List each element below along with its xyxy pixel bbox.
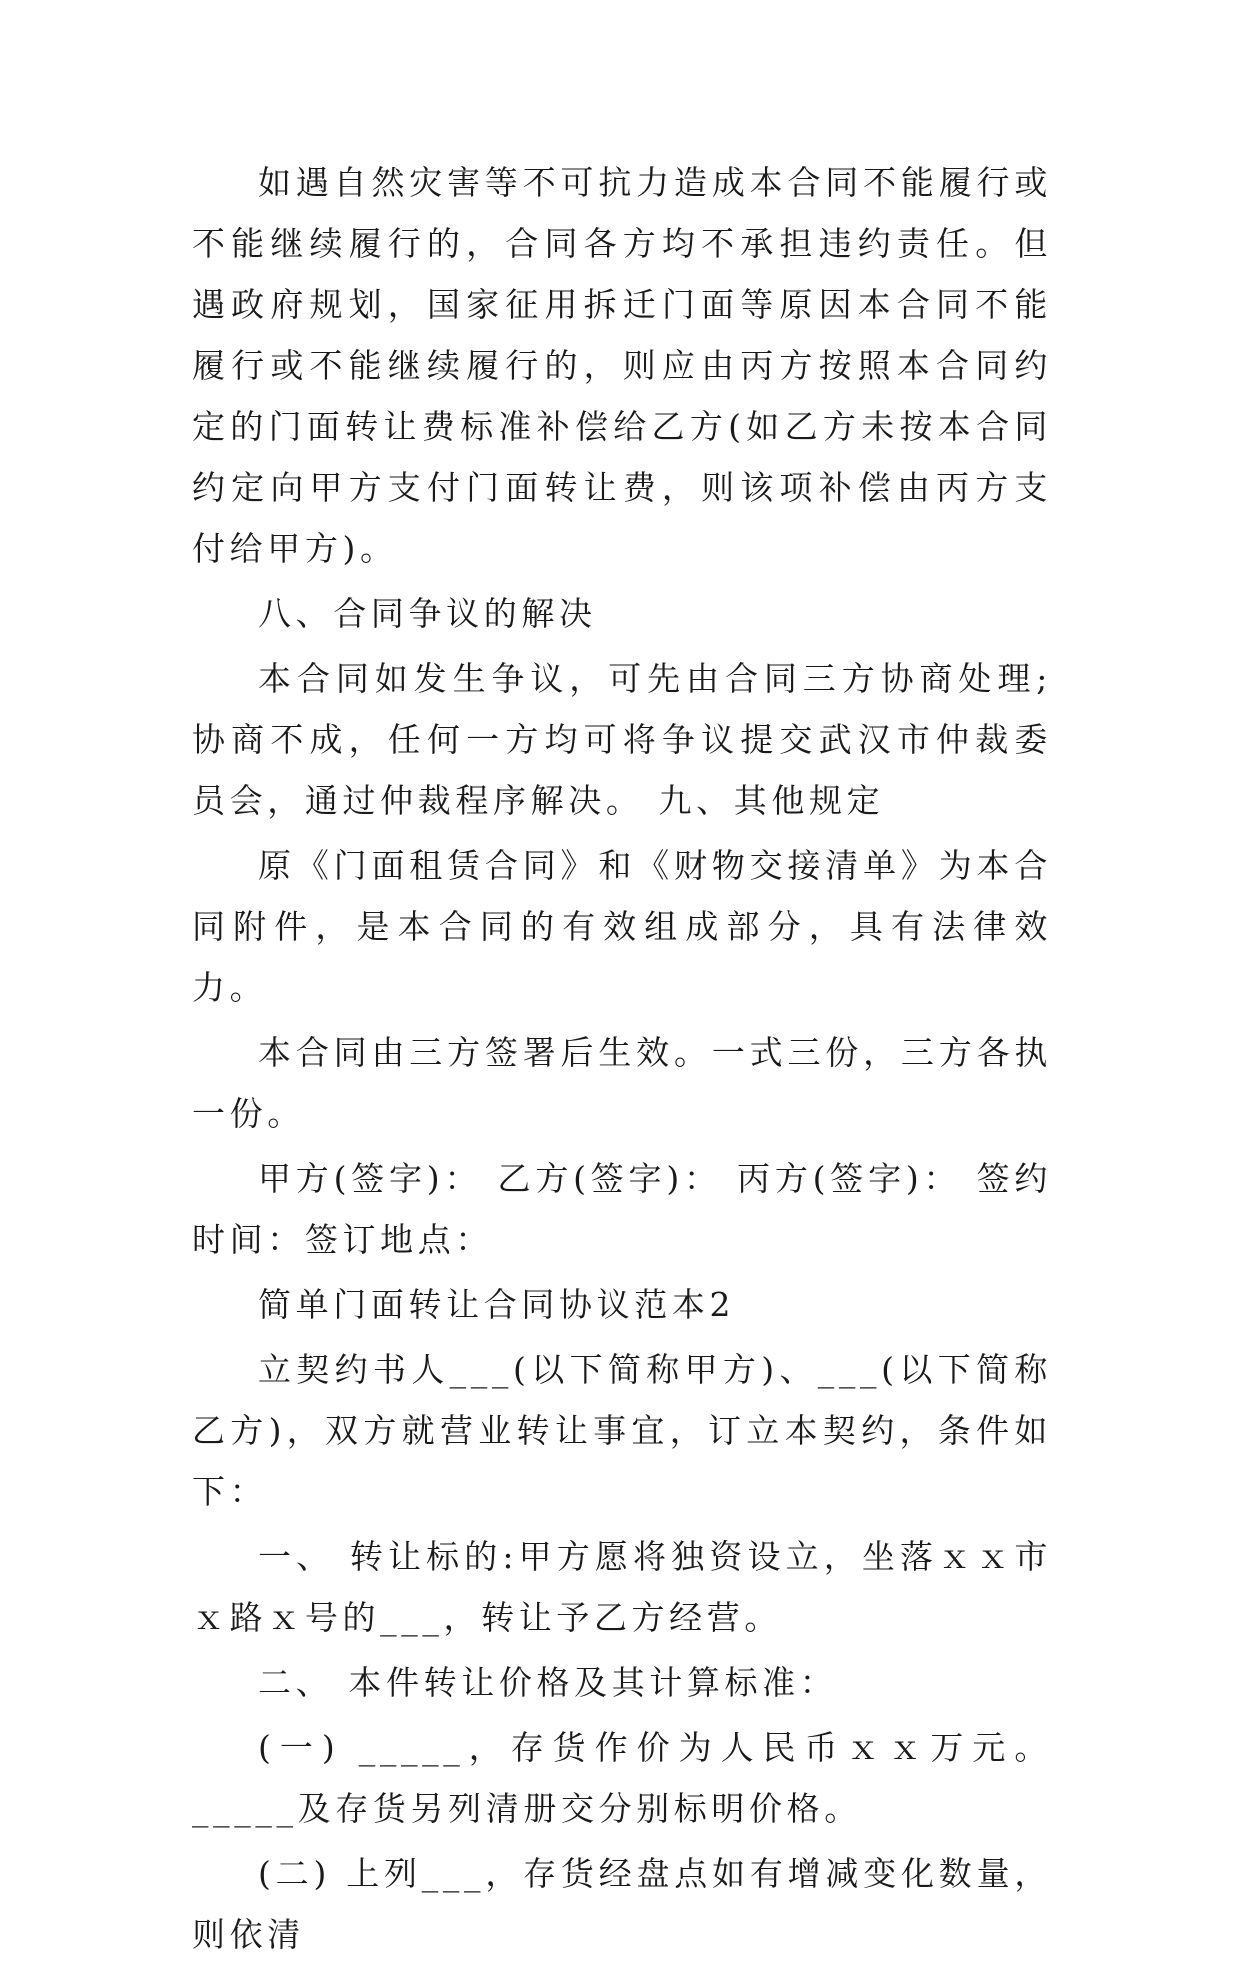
paragraph-effectiveness: 本合同由三方签署后生效。一式三份，三方各执一份。 — [192, 1033, 1052, 1133]
clause-transfer-subject: 一、 转让标的:甲方愿将独资设立，坐落ｘｘ市ｘ路ｘ号的___，转让予乙方经营。 — [192, 1537, 1052, 1637]
section-heading-dispute: 八、合同争议的解决 — [258, 594, 597, 633]
paragraph-dispute-resolution: 本合同如发生争议，可先由合同三方协商处理;协商不成，任何一方均可将争议提交武汉市仲裁委员会，通过仲裁程序解决。 九、其他规定 — [192, 659, 1052, 820]
paragraph-force-majeure: 如遇自然灾害等不可抗力造成本合同不能履行或不能继续履行的，合同各方均不承担违约责任。但遇政府规划，国家征用拆迁门面等原因本合同不能履行或不能继续履行的，则应由丙方按照本合同约定的门面转让费标准补偿给乙方(如乙方未按本合同约定向甲方支付门面转让费，则该项补偿由丙方支付给甲方)。 — [192, 163, 1052, 568]
paragraph-parties: 立契约书人___(以下简称甲方)、___(以下简称乙方)，双方就营业转让事宜，订立本契约，条件如下： — [192, 1350, 1052, 1511]
document-body — [192, 152, 1052, 1965]
document-title-2: 简单门面转让合同协议范本2 — [258, 1285, 736, 1324]
clause-price-item-2: (二) 上列___，存货经盘点如有增减变化数量，则依清 — [192, 1854, 1052, 1954]
clause-price-item-1: (一) _____，存货作价为人民币ｘｘ万元。_____及存货另列清册交分别标明价格。 — [192, 1728, 1052, 1828]
signature-line: 甲方(签字)： 乙方(签字)： 丙方(签字)： 签约时间：签订地点： — [192, 1159, 1052, 1259]
clause-price-heading: 二、 本件转让价格及其计算标准： — [258, 1663, 838, 1702]
paragraph-attachments: 原《门面租赁合同》和《财物交接清单》为本合同附件，是本合同的有效组成部分，具有法律效力。 — [192, 846, 1052, 1007]
